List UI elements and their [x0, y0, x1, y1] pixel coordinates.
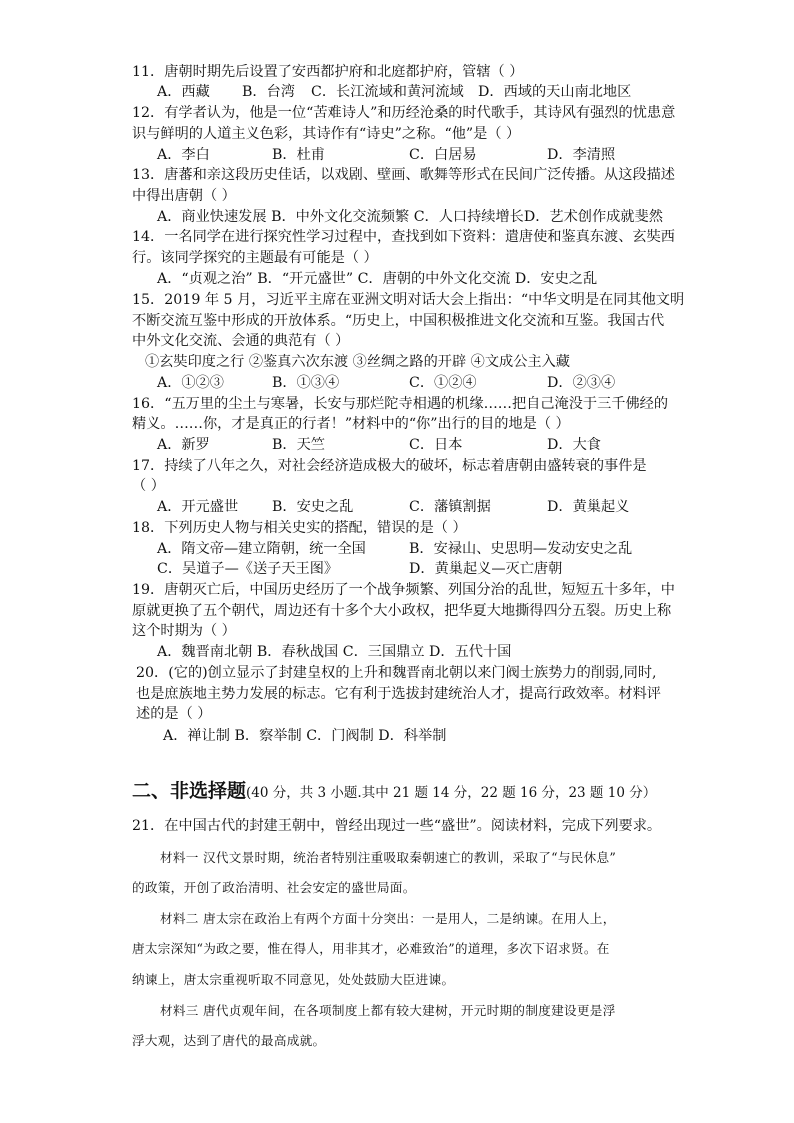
- material-2-line2: 唐太宗深知“为政之要，惟在得人，用非其才，必难致治”的道理，多次下诏求贤。在: [132, 941, 610, 956]
- question-16-stem-line2: 精义。……你，才是真正的行者！”材料中的“你”出行的目的地是（ ）: [132, 416, 570, 432]
- section-2-note: (40 分，共 3 小题.其中 21 题 14 分，22 题 16 分，23 题 10 分）: [246, 785, 657, 801]
- question-13-stem-line2: 中得出唐朝（ ）: [132, 188, 236, 204]
- option-17-c: C．藩镇割据: [409, 499, 491, 515]
- question-21-stem: 21．在中国古代的封建王朝中，曾经出现过一些“盛世”。阅读材料，完成下列要求。: [132, 818, 662, 834]
- option-18-c: C．吴道子—《送子天王图》: [157, 561, 339, 577]
- question-20-stem-line3: 述的是（ ）: [136, 706, 212, 722]
- option-18-d: D．黄巢起义—灭亡唐朝: [409, 561, 563, 577]
- option-12-b: B．杜甫: [272, 147, 325, 163]
- section-2-heading: [132, 776, 656, 803]
- question-18-stem: 18．下列历史人物与相关史实的搭配，错误的是（ ）: [132, 520, 467, 536]
- question-17-stem-line1: 17．持续了八年之久，对社会经济造成极大的破坏，标志着唐朝由盛转衰的事件是: [132, 458, 647, 474]
- options-20: A．禅让制 B．察举制 C．门阀制 D．科举制: [163, 728, 447, 744]
- question-19-stem-line3: 这个时期为（ ）: [132, 623, 236, 639]
- option-11-b: B．台湾: [242, 84, 295, 100]
- option-16-b: B．天竺: [272, 437, 325, 453]
- question-16-stem-line1: 16．“五万里的尘土与寒暑，长安与那烂陀寺相遇的机缘……把自己淹没于三千佛经的: [132, 396, 669, 412]
- option-15-a: A．①②③: [157, 375, 224, 391]
- option-11-c: C．长江流域和黄河流域: [311, 84, 464, 100]
- option-12-a: A．李白: [157, 147, 210, 163]
- material-3-line2: 浮大观，达到了唐代的最高成就。: [132, 1033, 326, 1048]
- material-2-line3: 纳谏上，唐太宗重视听取不同意见，处处鼓励大臣进谏。: [132, 972, 455, 987]
- question-13-stem-line1: 13．唐蕃和亲这段历史佳话，以戏剧、壁画、歌舞等形式在民间广泛传播。从这段描述: [132, 167, 675, 183]
- option-18-a: A．隋文帝—建立隋朝，统一全国: [157, 541, 366, 557]
- material-1-line1: 材料一 汉代文景时期，统治者特别注重吸取秦朝速亡的教训，采取了“与民休息”: [160, 850, 617, 865]
- question-17-stem-line2: （ ）: [132, 478, 165, 494]
- question-20-stem-line1: 20．(它的)创立显示了封建皇权的上升和魏晋南北朝以来门阀士族势力的削弱,同时,: [136, 665, 657, 681]
- material-1-line2: 的政策，开创了政治清明、社会安定的盛世局面。: [132, 880, 416, 895]
- option-11-a: A．西藏: [157, 84, 210, 100]
- section-2-title: 二、非选择题: [132, 780, 247, 802]
- question-15-items: ①玄奘印度之行 ②鉴真六次东渡 ③丝绸之路的开辟 ④文成公主入藏: [145, 354, 570, 370]
- question-19-stem-line1: 19．唐朝灭亡后，中国历史经历了一个战争频繁、列国分治的乱世，短短五十多年，中: [132, 582, 675, 598]
- options-19: A．魏晋南北朝 B．春秋战国 C．三国鼎立 D．五代十国: [157, 644, 512, 660]
- question-12-stem-line2: 识与鲜明的人道主义色彩，其诗作有“诗史”之称。“他”是（ ）: [132, 126, 521, 142]
- material-2-line1: 材料二 唐太宗在政治上有两个方面十分突出：一是用人，二是纳谏。在用人上，: [160, 911, 616, 926]
- question-20-stem-line2: 也是庶族地主势力发展的标志。它有利于选拔封建统治人才，提高行政效率。材料评: [136, 686, 661, 702]
- question-12-stem-line1: 12．有学者认为，他是一位“苦难诗人”和历经沧桑的时代歌手，其诗风有强烈的忧患意: [132, 105, 676, 121]
- option-17-a: A．开元盛世: [157, 499, 239, 515]
- question-15-stem-line3: 中外文化交流、会通的典范有（ ）: [132, 333, 350, 349]
- option-16-d: D．大食: [547, 437, 601, 453]
- option-17-b: B．安史之乱: [272, 499, 354, 515]
- options-14: A．“贞观之治” B．“开元盛世” C．唐朝的中外文化交流 D．安史之乱: [157, 271, 598, 287]
- question-15-stem-line1: 15．2019 年 5 月，习近平主席在亚洲文明对话大会上指出：“中华文明是在同其他文明: [132, 292, 685, 308]
- question-14-stem-line1: 14．一名同学在进行探究性学习过程中，查找到如下资料：遣唐使和鉴真东渡、玄奘西: [132, 229, 675, 245]
- option-15-d: D．②③④: [547, 375, 616, 391]
- option-15-b: B．①③④: [272, 375, 340, 391]
- question-14-stem-line2: 行。该同学探究的主题最有可能是（ ）: [132, 250, 378, 266]
- question-19-stem-line2: 原就更换了五个朝代，周边还有十多个大小政权，把华夏大地撕得四分五裂。历史上称: [132, 603, 672, 619]
- material-3-line1: 材料三 唐代贞观年间，在各项制度上都有较大建树，开元时期的制度建设更是浮: [160, 1003, 616, 1018]
- option-16-c: C．日本: [409, 437, 463, 453]
- option-11-d: D．西域的天山南北地区: [478, 84, 632, 100]
- option-12-c: C．白居易: [409, 147, 477, 163]
- option-16-a: A．新罗: [157, 437, 210, 453]
- option-12-d: D．李清照: [547, 147, 616, 163]
- option-15-c: C．①②④: [409, 375, 477, 391]
- option-18-b: B．安禄山、史思明—发动安史之乱: [409, 541, 633, 557]
- option-17-d: D．黄巢起义: [547, 499, 630, 515]
- options-13: A．商业快速发展 B．中外文化交流频繁 C．人口持续增长D．艺术创作成就斐然: [157, 209, 663, 225]
- question-15-stem-line2: 不断交流互鉴中形成的开放体系。“历史上，中国积极推进文化交流和互鉴。我国古代: [132, 313, 665, 329]
- question-11-stem: 11．唐朝时期先后设置了安西都护府和北庭都护府，管辖（ ）: [132, 64, 524, 80]
